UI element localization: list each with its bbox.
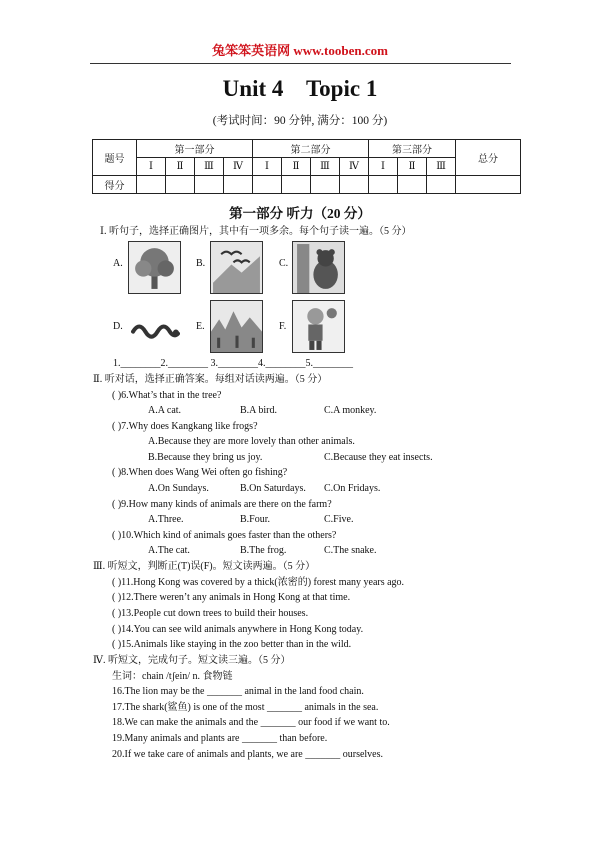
option-c: C.The snake.	[324, 545, 377, 556]
statement: ( )11.Hong Kong was covered by a thick(浓密的) forest many years ago.	[112, 577, 405, 588]
vocab-note: 生词：chain /tʃein/ n. 食物链	[112, 671, 233, 682]
score-col: Ⅰ	[137, 158, 166, 176]
score-col: Ⅲ	[427, 158, 456, 176]
option-b: B.Because they bring us joy.	[148, 452, 263, 463]
fill-sentence: 19.Many animals and plants are _______ than before.	[112, 733, 328, 744]
fill-sentence: 17.The shark(鲨鱼) is one of the most _______ animals in the sea.	[112, 702, 379, 713]
tree-picture	[128, 241, 181, 294]
score-table-total: 总分	[456, 140, 521, 176]
score-table-part1: 第一部分	[137, 140, 253, 158]
option-b: B.The frog.	[240, 545, 287, 556]
section-title: 第一部分 听力（20 分）	[229, 206, 371, 221]
picture-label: F.	[279, 321, 287, 332]
picture-label: C.	[279, 258, 289, 269]
option-a: A.Because they are more lovely than other animals.	[148, 436, 355, 447]
option-c: C.Because they eat insects.	[324, 452, 433, 463]
part1-answer-line: 1.________2.________ 3.________4.________5.________	[113, 358, 353, 369]
score-cell	[369, 176, 398, 194]
boy-picture	[292, 300, 345, 353]
part2-instruction: Ⅱ. 听对话，选择正确答案。每组对话读两遍。（5 分）	[93, 374, 328, 385]
option-b: B.A bird.	[240, 405, 277, 416]
birds-picture	[210, 241, 263, 294]
option-b: B.On Saturdays.	[240, 483, 306, 494]
forest-picture	[210, 300, 263, 353]
score-col: Ⅱ	[166, 158, 195, 176]
score-cell	[340, 176, 369, 194]
site-header: 兔笨笨英语网 www.tooben.com	[212, 43, 388, 58]
score-col: Ⅲ	[195, 158, 224, 176]
statement: ( )13.People cut down trees to build their houses.	[112, 608, 309, 619]
score-cell	[282, 176, 311, 194]
question: ( )9.How many kinds of animals are there on the farm?	[112, 499, 332, 510]
score-table-part2: 第二部分	[253, 140, 369, 158]
score-col: Ⅳ	[224, 158, 253, 176]
score-table-header-score: 得分	[93, 176, 137, 194]
score-cell	[456, 176, 521, 194]
part4-instruction: Ⅳ. 听短文，完成句子。短文读三遍。（5 分）	[93, 655, 291, 666]
statement: ( )14.You can see wild animals anywhere in Hong Kong today.	[112, 624, 364, 635]
part1-instruction: Ⅰ. 听句子，选择正确图片，其中有一项多余。每个句子读一遍。（5 分）	[100, 226, 412, 237]
option-c: C.Five.	[324, 514, 354, 525]
option-c: C.On Fridays.	[324, 483, 381, 494]
fill-sentence: 16.The lion may be the _______ animal in the land food chain.	[112, 686, 364, 697]
bear-picture	[292, 241, 345, 294]
score-cell	[166, 176, 195, 194]
question: ( )10.Which kind of animals goes faster than the others?	[112, 530, 337, 541]
option-a: A.A cat.	[148, 405, 182, 416]
picture-label: A.	[113, 258, 123, 269]
option-a: A.On Sundays.	[148, 483, 209, 494]
fill-sentence: 18.We can make the animals and the _______ our food if we want to.	[112, 717, 390, 728]
picture-label: D.	[113, 321, 123, 332]
score-cell	[427, 176, 456, 194]
score-cell	[311, 176, 340, 194]
question: ( )7.Why does Kangkang like frogs?	[112, 421, 258, 432]
header-divider	[90, 63, 511, 64]
statement: ( )15.Animals like staying in the zoo better than in the wild.	[112, 639, 352, 650]
score-col: Ⅳ	[340, 158, 369, 176]
score-cell	[137, 176, 166, 194]
part3-instruction: Ⅲ. 听短文，判断正(T)误(F)。短文读两遍。（5 分）	[93, 561, 316, 572]
option-c: C.A monkey.	[324, 405, 377, 416]
score-table	[92, 139, 521, 194]
fill-sentence: 20.If we take care of animals and plants, we are _______ ourselves.	[112, 749, 384, 760]
snake-picture	[128, 300, 181, 353]
picture-label: B.	[196, 258, 206, 269]
score-cell	[224, 176, 253, 194]
page-title: Unit 4 Topic 1	[222, 76, 378, 101]
question: ( )8.When does Wang Wei often go fishing?	[112, 467, 288, 478]
score-table-header-number: 题号	[93, 140, 137, 176]
option-a: A.Three.	[148, 514, 184, 525]
score-table-part3: 第三部分	[369, 140, 456, 158]
score-col: Ⅱ	[398, 158, 427, 176]
exam-info: (考试时间：90 分钟, 满分：100 分)	[212, 115, 388, 127]
score-cell	[398, 176, 427, 194]
score-cell	[195, 176, 224, 194]
picture-label: E.	[196, 321, 205, 332]
score-col: Ⅰ	[369, 158, 398, 176]
question: ( )6.What’s that in the tree?	[112, 390, 222, 401]
option-a: A.The cat.	[148, 545, 190, 556]
score-cell	[253, 176, 282, 194]
score-col: Ⅰ	[253, 158, 282, 176]
statement: ( )12.There weren’t any animals in Hong Kong at that time.	[112, 592, 351, 603]
score-col: Ⅱ	[282, 158, 311, 176]
option-b: B.Four.	[240, 514, 271, 525]
score-col: Ⅲ	[311, 158, 340, 176]
